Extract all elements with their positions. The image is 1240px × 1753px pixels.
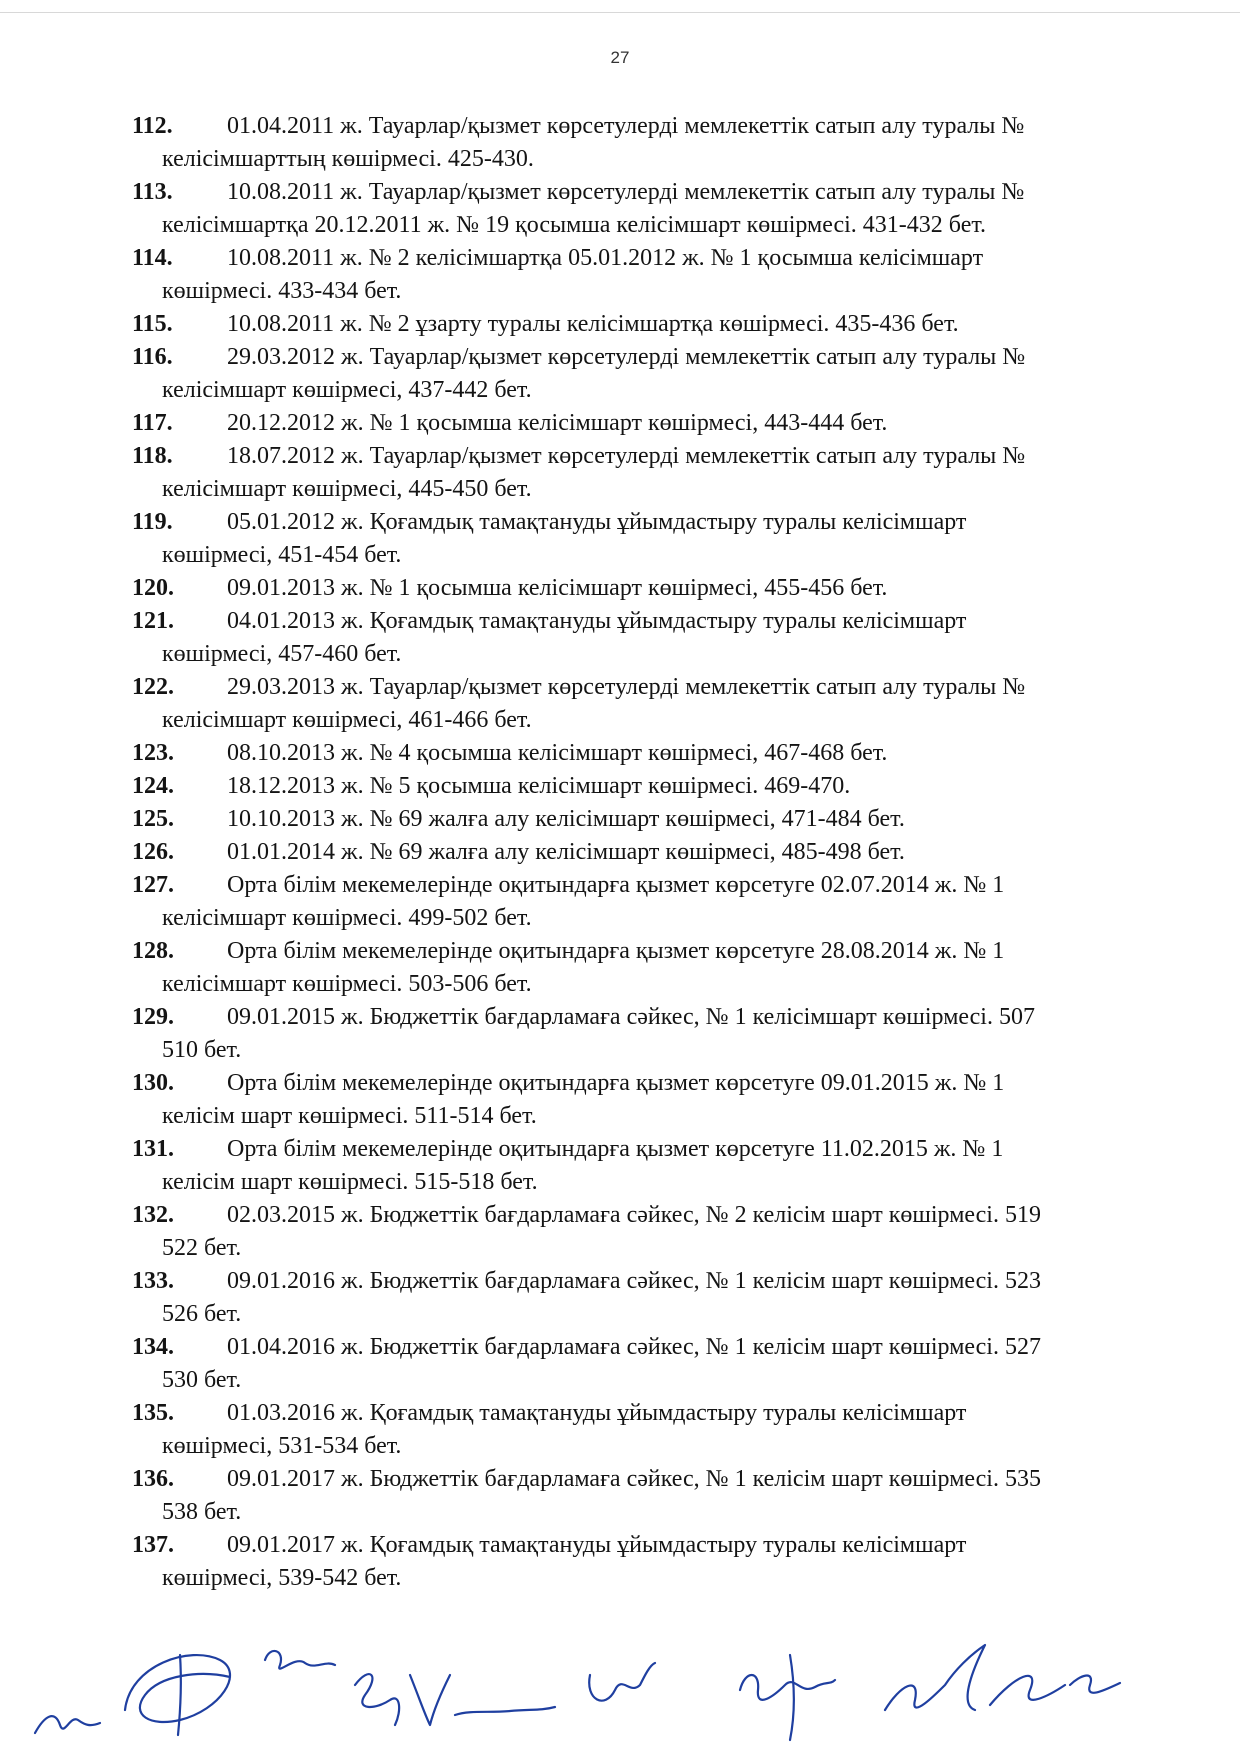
item-text: 05.01.2012 ж. Қоғамдық тамақтануды ұйымдастыру туралы келісімшарт bbox=[227, 509, 967, 535]
list-item bbox=[132, 110, 1192, 176]
scan-edge-line bbox=[0, 12, 1240, 13]
item-number: 132. bbox=[132, 1202, 174, 1228]
item-number: 119. bbox=[132, 509, 173, 535]
list-item bbox=[132, 341, 1192, 407]
signature-mark bbox=[35, 1716, 100, 1733]
list-item bbox=[132, 770, 1192, 803]
list-item bbox=[132, 935, 1192, 1001]
signature-mark bbox=[990, 1676, 1065, 1705]
list-item bbox=[132, 737, 1192, 770]
list-item bbox=[132, 869, 1192, 935]
item-number: 112. bbox=[132, 113, 173, 139]
item-text-continuation: 510 бет. bbox=[162, 1037, 242, 1063]
list-item bbox=[132, 1331, 1192, 1397]
item-text: Орта білім мекемелерінде оқитындарға қызмет көрсетуге 28.08.2014 ж. № 1 bbox=[227, 938, 1005, 964]
item-number: 131. bbox=[132, 1136, 174, 1162]
item-text-continuation: 530 бет. bbox=[162, 1367, 242, 1393]
item-number: 123. bbox=[132, 740, 174, 766]
list-item bbox=[132, 1265, 1192, 1331]
list-item bbox=[132, 1397, 1192, 1463]
item-number: 124. bbox=[132, 773, 174, 799]
list-item bbox=[132, 671, 1192, 737]
item-number: 133. bbox=[132, 1268, 174, 1294]
item-number: 118. bbox=[132, 443, 173, 469]
list-item bbox=[132, 836, 1192, 869]
item-text-continuation: көшірмесі, 457-460 бет. bbox=[162, 641, 402, 667]
document-list bbox=[132, 110, 1192, 1595]
item-number: 136. bbox=[132, 1466, 174, 1492]
item-text-continuation: келісімшарт көшірмесі, 461-466 бет. bbox=[162, 707, 532, 733]
item-text: 09.01.2016 ж. Бюджеттік бағдарламаға сәйкес, № 1 келісім шарт көшірмесі. 523 bbox=[227, 1268, 1041, 1294]
item-text: Орта білім мекемелерінде оқитындарға қызмет көрсетуге 11.02.2015 ж. № 1 bbox=[227, 1136, 1004, 1162]
signatures-area bbox=[30, 1615, 1210, 1745]
item-text: 10.10.2013 ж. № 69 жалға алу келісімшарт көшірмесі, 471-484 бет. bbox=[227, 806, 905, 832]
item-number: 116. bbox=[132, 344, 173, 370]
item-text: 09.01.2017 ж. Бюджеттік бағдарламаға сәйкес, № 1 келісім шарт көшірмесі. 535 bbox=[227, 1466, 1041, 1492]
list-item bbox=[132, 803, 1192, 836]
item-text-continuation: келісімшартқа 20.12.2011 ж. № 19 қосымша келісімшарт көшірмесі. 431-432 бет. bbox=[162, 212, 987, 238]
item-text: 08.10.2013 ж. № 4 қосымша келісімшарт көшірмесі, 467-468 бет. bbox=[227, 740, 888, 766]
list-item bbox=[132, 1199, 1192, 1265]
list-item bbox=[132, 1001, 1192, 1067]
signature-mark bbox=[589, 1663, 655, 1701]
item-text: Орта білім мекемелерінде оқитындарға қызмет көрсетуге 09.01.2015 ж. № 1 bbox=[227, 1070, 1005, 1096]
item-text: 01.03.2016 ж. Қоғамдық тамақтануды ұйымдастыру туралы келісімшарт bbox=[227, 1400, 967, 1426]
list-item bbox=[132, 440, 1192, 506]
list-item bbox=[132, 572, 1192, 605]
signature-mark bbox=[885, 1645, 985, 1710]
item-number: 126. bbox=[132, 839, 174, 865]
item-text: 01.04.2016 ж. Бюджеттік бағдарламаға сәйкес, № 1 келісім шарт көшірмесі. 527 bbox=[227, 1334, 1041, 1360]
item-text: 10.08.2011 ж. Тауарлар/қызмет көрсетулерді мемлекеттік сатып алу туралы № bbox=[227, 179, 1025, 205]
item-text: 29.03.2012 ж. Тауарлар/қызмет көрсетулерді мемлекеттік сатып алу туралы № bbox=[227, 344, 1026, 370]
item-text-continuation: көшірмесі, 451-454 бет. bbox=[162, 542, 402, 568]
item-number: 117. bbox=[132, 410, 173, 436]
item-text-continuation: келісім шарт көшірмесі. 515-518 бет. bbox=[162, 1169, 538, 1195]
item-text-continuation: келісімшарт көшірмесі. 499-502 бет. bbox=[162, 905, 532, 931]
item-number: 113. bbox=[132, 179, 173, 205]
item-text: 02.03.2015 ж. Бюджеттік бағдарламаға сәйкес, № 2 келісім шарт көшірмесі. 519 bbox=[227, 1202, 1041, 1228]
item-text: 18.12.2013 ж. № 5 қосымша келісімшарт көшірмесі. 469-470. bbox=[227, 773, 851, 799]
item-text: 09.01.2013 ж. № 1 қосымша келісімшарт көшірмесі, 455-456 бет. bbox=[227, 575, 888, 601]
item-text-continuation: келісімшарт көшірмесі, 437-442 бет. bbox=[162, 377, 532, 403]
item-text-continuation: көшірмесі, 531-534 бет. bbox=[162, 1433, 402, 1459]
item-number: 122. bbox=[132, 674, 174, 700]
list-item bbox=[132, 1133, 1192, 1199]
item-text-continuation: көшірмесі, 539-542 бет. bbox=[162, 1565, 402, 1591]
list-item bbox=[132, 1529, 1192, 1595]
list-item bbox=[132, 506, 1192, 572]
item-text-continuation: келісімшарт көшірмесі. 503-506 бет. bbox=[162, 971, 532, 997]
item-number: 130. bbox=[132, 1070, 174, 1096]
list-item bbox=[132, 176, 1192, 242]
item-text: 01.01.2014 ж. № 69 жалға алу келісімшарт көшірмесі, 485-498 бет. bbox=[227, 839, 905, 865]
item-number: 125. bbox=[132, 806, 174, 832]
item-number: 120. bbox=[132, 575, 174, 601]
item-number: 137. bbox=[132, 1532, 174, 1558]
item-number: 127. bbox=[132, 872, 174, 898]
list-item bbox=[132, 242, 1192, 308]
item-text: 01.04.2011 ж. Тауарлар/қызмет көрсетулерді мемлекеттік сатып алу туралы № bbox=[227, 113, 1025, 139]
signature-mark bbox=[740, 1675, 835, 1700]
list-item bbox=[132, 1463, 1192, 1529]
signature-mark bbox=[265, 1651, 335, 1669]
item-text: 10.08.2011 ж. № 2 ұзарту туралы келісімшартқа көшірмесі. 435-436 бет. bbox=[227, 311, 959, 337]
item-number: 135. bbox=[132, 1400, 174, 1426]
item-text: 29.03.2013 ж. Тауарлар/қызмет көрсетулерді мемлекеттік сатып алу туралы № bbox=[227, 674, 1026, 700]
item-text: 20.12.2012 ж. № 1 қосымша келісімшарт көшірмесі, 443-444 бет. bbox=[227, 410, 888, 436]
item-text-continuation: 538 бет. bbox=[162, 1499, 242, 1525]
item-text-continuation: көшірмесі. 433-434 бет. bbox=[162, 278, 402, 304]
item-text: 09.01.2017 ж. Қоғамдық тамақтануды ұйымдастыру туралы келісімшарт bbox=[227, 1532, 967, 1558]
item-number: 128. bbox=[132, 938, 174, 964]
item-text: 10.08.2011 ж. № 2 келісімшартқа 05.01.2012 ж. № 1 қосымша келісімшарт bbox=[227, 245, 984, 271]
page-number: 27 bbox=[610, 48, 630, 67]
item-number: 114. bbox=[132, 245, 173, 271]
signature-mark bbox=[1070, 1676, 1120, 1693]
item-text: 04.01.2013 ж. Қоғамдық тамақтануды ұйымдастыру туралы келісімшарт bbox=[227, 608, 967, 634]
signature-mark bbox=[125, 1655, 230, 1722]
item-text-continuation: 522 бет. bbox=[162, 1235, 242, 1261]
signature-mark bbox=[790, 1655, 794, 1740]
item-text-continuation: келісімшарттың көшірмесі. 425-430. bbox=[162, 146, 534, 172]
item-number: 129. bbox=[132, 1004, 174, 1030]
signature-mark bbox=[178, 1655, 181, 1735]
item-text: 09.01.2015 ж. Бюджеттік бағдарламаға сәйкес, № 1 келісімшарт көшірмесі. 507 bbox=[227, 1004, 1035, 1030]
handwritten-signatures bbox=[30, 1615, 1210, 1745]
list-item bbox=[132, 407, 1192, 440]
item-text: Орта білім мекемелерінде оқитындарға қызмет көрсетуге 02.07.2014 ж. № 1 bbox=[227, 872, 1005, 898]
item-number: 115. bbox=[132, 311, 173, 337]
item-text-continuation: 526 бет. bbox=[162, 1301, 242, 1327]
item-text-continuation: келісімшарт көшірмесі, 445-450 бет. bbox=[162, 476, 532, 502]
signature-mark bbox=[410, 1675, 450, 1725]
list-item bbox=[132, 605, 1192, 671]
item-number: 134. bbox=[132, 1334, 174, 1360]
item-text: 18.07.2012 ж. Тауарлар/қызмет көрсетулерді мемлекеттік сатып алу туралы № bbox=[227, 443, 1026, 469]
item-text-continuation: келісім шарт көшірмесі. 511-514 бет. bbox=[162, 1103, 537, 1129]
list-item bbox=[132, 1067, 1192, 1133]
item-number: 121. bbox=[132, 608, 174, 634]
signature-mark bbox=[355, 1674, 399, 1725]
list-item bbox=[132, 308, 1192, 341]
signature-mark bbox=[455, 1707, 555, 1715]
